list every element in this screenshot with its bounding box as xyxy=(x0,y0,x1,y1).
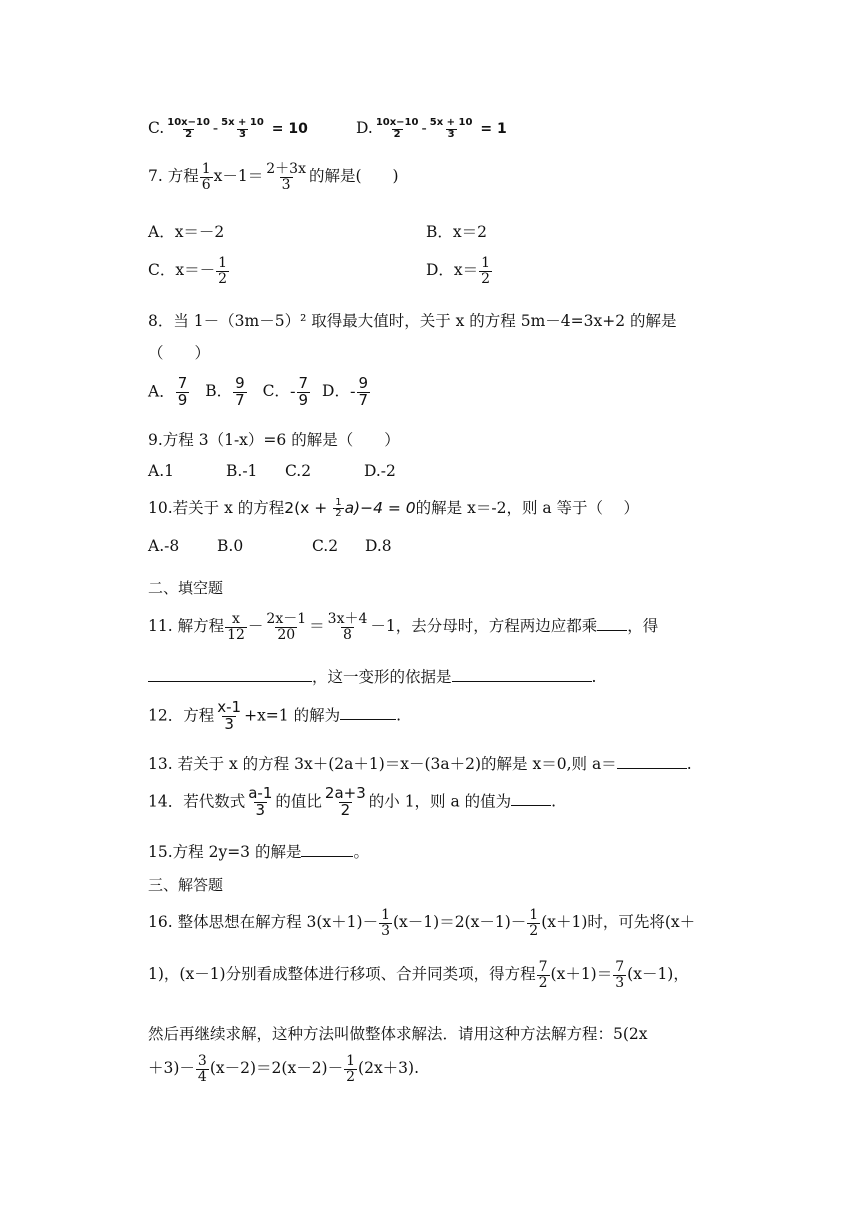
fraction: $\frac{9}{7}$ xyxy=(235,374,245,409)
q8-stem: 8．当 1－（3m－5）² 取得最大值时，关于 x 的方程 5m－4=3x+2 的解是 xyxy=(148,312,677,330)
answer-blank[interactable] xyxy=(617,754,687,769)
fraction: $\frac{x-1}{3}$ xyxy=(217,698,242,733)
q7-option-b: B．x＝2 xyxy=(426,223,487,241)
fraction: $\frac{1}{2}$ xyxy=(218,255,228,287)
fraction: $\frac{7}{9}$ xyxy=(177,374,188,409)
q10-option-b: B.0 xyxy=(217,537,244,555)
fraction: $\frac{7}{2}$ xyxy=(538,959,548,991)
answer-blank[interactable] xyxy=(301,842,353,857)
q7-option-d: D．x＝ $\frac{1}{2}$ xyxy=(426,255,491,287)
fraction: $\frac{5x + 10}{3}$ xyxy=(429,117,473,140)
q8-options: A． $\frac{7}{9}$ B． $\frac{9}{7}$ C．- $\frac{7}{9}$ D．- $\frac{9}{7}$ xyxy=(148,374,369,409)
q9-option-b: B.-1 xyxy=(226,462,258,480)
q16-line2: 1)，(x－1)分别看成整体进行移项、合并同类项，得方程 $\frac{7}{2}$ (x＋1)＝ $\frac{7}{3}$ (x－1)， xyxy=(148,959,689,991)
q10-option-c: C.2 xyxy=(312,537,339,555)
q13-stem: 13. 若关于 x 的方程 3x＋(2a＋1)＝x－(3a＋2)的解是 x＝0,则 a＝ . xyxy=(148,755,692,773)
q9-stem: 9.方程 3（1-x）=6 的解是（ ） xyxy=(148,431,400,449)
fraction: $\frac{a-1}{3}$ xyxy=(248,784,273,819)
section-heading-fill-in: 二、填空题 xyxy=(148,579,224,597)
q7-stem: 7. 方程 $\frac{1}{6}$ x－1＝ $\frac{2+3x}{3}$ 的解是( ) xyxy=(148,161,399,193)
fraction: $\frac{7}{9}$ xyxy=(298,374,309,409)
q16-line3: 然后再继续求解，这种方法叫做整体求解法．请用这种方法解方程：5(2x xyxy=(148,1025,648,1043)
fraction: $\frac{10x-10}{2}$ xyxy=(375,117,419,140)
fraction: $\frac{1}{2}$ xyxy=(529,907,539,939)
fraction: $\frac{1}{2}$ xyxy=(346,1053,356,1085)
fraction: $\frac{1}{6}$ xyxy=(201,161,211,193)
q16-line4: ＋3)－ $\frac{3}{4}$ (x－2)＝2(x－2)－ $\frac{1}{2}$ (2x＋3). xyxy=(148,1053,420,1085)
section-heading-solve: 三、解答题 xyxy=(148,876,224,894)
fraction: $\frac{1}{2}$ xyxy=(481,255,491,287)
q15-stem: 15.方程 2y=3 的解是 。 xyxy=(148,843,369,861)
q10-stem: 10.若关于 x 的方程2(x + $\frac{1}{2}$ a)−4 = 0的解是 x＝-2，则 a 等于（ ） xyxy=(148,496,639,519)
fraction: $\frac{1}{3}$ xyxy=(381,907,390,939)
answer-blank[interactable] xyxy=(340,705,396,720)
q14-stem: 14．若代数式 $\frac{a-1}{3}$ 的值比 $\frac{2a+3}{2}$ 的小 1，则 a 的值为 . xyxy=(148,784,557,819)
q9-option-c: C.2 xyxy=(285,462,312,480)
fraction: $\frac{2x-1}{20}$ xyxy=(266,611,307,643)
fraction: $\frac{3x+4}{8}$ xyxy=(327,611,368,643)
q10-equation: 2(x + $\frac{1}{2}$ a)−4 = 0 xyxy=(284,496,416,519)
fraction: $\frac{10x-10}{2}$ xyxy=(167,117,210,140)
fraction: $\frac{2a+3}{2}$ xyxy=(324,784,366,819)
q10-option-d: D.8 xyxy=(365,537,392,555)
fraction: $\frac{9}{7}$ xyxy=(358,374,369,409)
q8-stem-paren: （ ） xyxy=(148,344,211,362)
answer-blank[interactable] xyxy=(148,667,312,682)
fraction: $\frac{3}{4}$ xyxy=(197,1053,207,1085)
q9-option-d: D.-2 xyxy=(364,462,396,480)
answer-blank[interactable] xyxy=(597,616,627,631)
fraction: $\frac{5x + 10}{3}$ xyxy=(221,117,264,140)
answer-blank[interactable] xyxy=(511,791,551,806)
q10-option-a: A.-8 xyxy=(148,537,180,555)
q11-stem: 11. 解方程 $\frac{x}{12}$ － $\frac{2x-1}{20}$ ＝ $\frac{3x+4}{8}$ －1，去分母时，方程两边应都乘 ，得 xyxy=(148,611,659,643)
q9-option-a: A.1 xyxy=(148,462,174,480)
answer-blank[interactable] xyxy=(452,667,592,682)
q7-option-c: C．x＝－ $\frac{1}{2}$ xyxy=(148,255,228,287)
q12-stem: 12．方程 $\frac{x-1}{3}$ +x=1 的解为 . xyxy=(148,698,402,733)
fraction: $\frac{1}{2}$ xyxy=(335,496,342,519)
q11-line2: ，这一变形的依据是 . xyxy=(148,665,596,687)
fraction: $\frac{x}{12}$ xyxy=(227,611,245,643)
fraction: $\frac{2+3x}{3}$ xyxy=(266,161,306,193)
fraction: $\frac{7}{3}$ xyxy=(615,959,625,991)
q7-option-a: A．x＝－2 xyxy=(148,223,225,241)
q6-option-c: C. $\frac{10x-10}{2}$ - $\frac{5x + 10}{3}$ = 10 xyxy=(148,117,308,140)
q16-line1: 16. 整体思想在解方程 3(x＋1)－ $\frac{1}{3}$ (x－1)＝2(x－1)－ $\frac{1}{2}$ (x＋1)时，可先将(x＋ xyxy=(148,907,696,939)
q6-option-d: D. $\frac{10x-10}{2}$ - $\frac{5x + 10}{3}$ = 1 xyxy=(356,117,507,140)
